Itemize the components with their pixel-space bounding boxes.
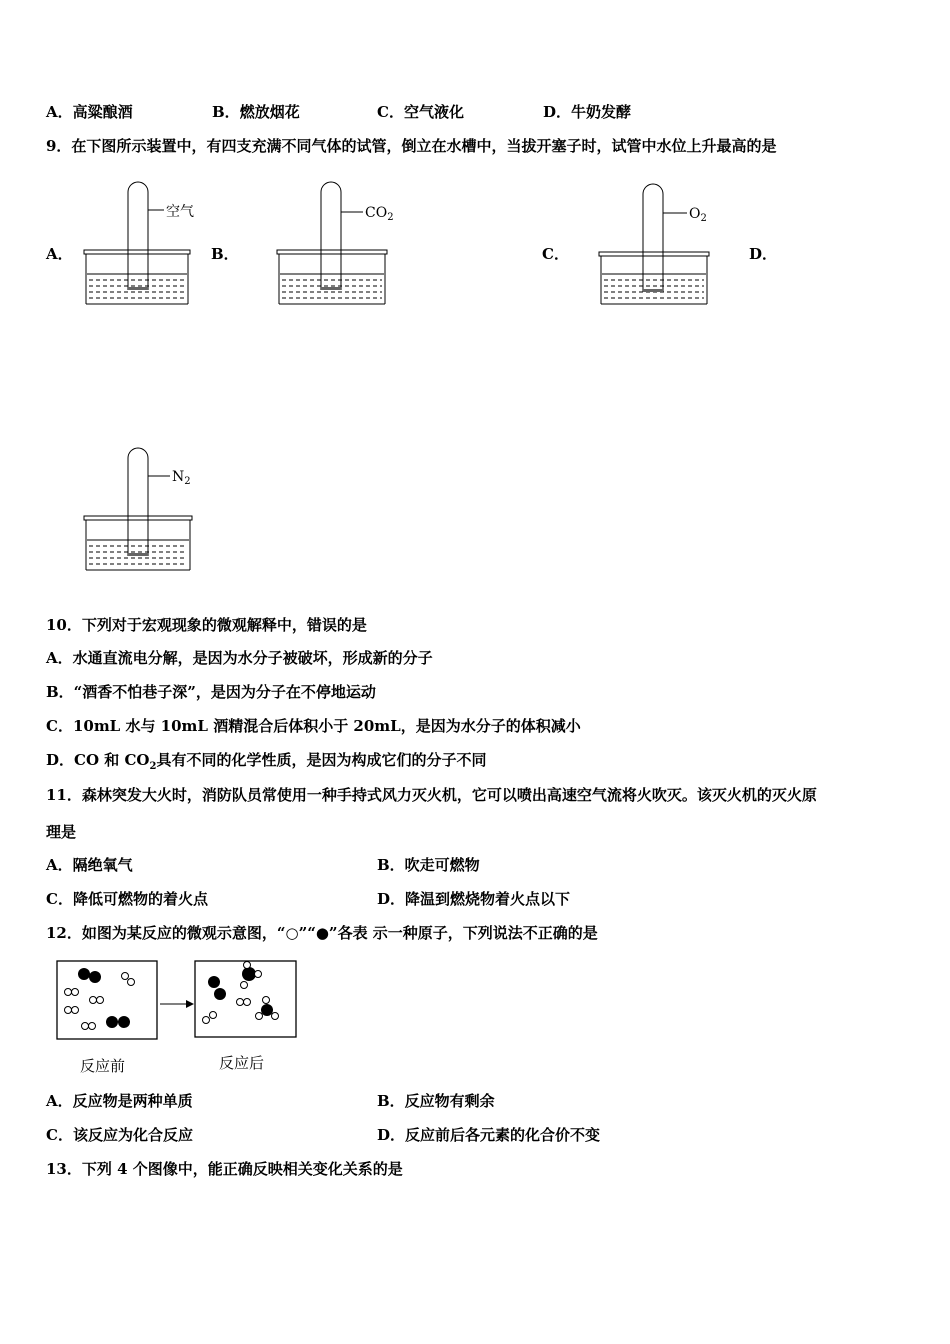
gas-label-n2 — [172, 469, 191, 487]
q10-option-d — [46, 750, 486, 777]
q10-stem: 10．下列对于宏观现象的微观解释中，错误的是 — [46, 616, 367, 634]
q8-option-b — [212, 102, 300, 122]
q8-option-a-text: 高粱酿酒 — [72, 103, 133, 121]
q12-option-c: C．该反应为化合反应 — [46, 1126, 193, 1144]
q9-stem: 9．在下图所示装置中，有四支充满不同气体的试管，倒立在水槽中，当拔开塞子时，试管中水位上升最高的是 — [46, 137, 777, 155]
gas-label-air: 空气 — [166, 204, 194, 220]
q8-option-c — [377, 102, 464, 122]
q9-label-b: B． — [211, 245, 239, 263]
q11-option-b: B．吹走可燃物 — [377, 856, 480, 874]
q13-stem: 13．下列 4 个图像中，能正确反映相关变化关系的是 — [46, 1160, 403, 1178]
q10-option-b: B．“酒香不怕巷子深”，是因为分子在不停地运动 — [46, 683, 376, 701]
q8-option-a-label: A． — [46, 103, 73, 121]
q9-label-a: A． — [46, 245, 73, 263]
q8-option-b-text: 燃放烟花 — [239, 103, 300, 121]
apparatus-n2 — [82, 446, 222, 576]
gas-co: CO — [365, 205, 388, 221]
q10-option-c: C．10mL 水与 10mL 酒精混合后体积小于 20mL，是因为水分子的体积减小 — [46, 717, 581, 735]
q11-option-c: C．降低可燃物的着火点 — [46, 890, 208, 908]
gas-o2-sub: 2 — [700, 213, 707, 224]
apparatus-o2 — [597, 180, 737, 310]
q10-option-d-pre: D．CO 和 CO — [46, 751, 150, 769]
q11-option-a: A．隔绝氧气 — [46, 856, 133, 874]
q10-option-a: A．水通直流电分解，是因为水分子被破坏，形成新的分子 — [46, 649, 433, 667]
gas-n2-sub: 2 — [184, 476, 191, 487]
gas-n: N — [172, 469, 185, 485]
q12-option-b: B．反应物有剩余 — [377, 1092, 495, 1110]
q8-option-c-label: C． — [377, 103, 404, 121]
q11-stem-line2: 理是 — [46, 823, 77, 841]
q8-option-d-text: 牛奶发酵 — [571, 103, 632, 121]
q11-option-d: D．降温到燃烧物着火点以下 — [377, 890, 571, 908]
q8-option-c-text: 空气液化 — [403, 103, 464, 121]
caption-before: 反应前 — [80, 1057, 126, 1075]
gas-o: O — [689, 206, 701, 222]
q10-option-d-post: 具有不同的化学性质，是因为构成它们的分子不同 — [156, 751, 487, 769]
apparatus-air — [80, 180, 220, 310]
q8-option-d-label: D． — [543, 103, 572, 121]
q12-option-a: A．反应物是两种单质 — [46, 1092, 193, 1110]
q12-option-d: D．反应前后各元素的化合价不变 — [377, 1126, 601, 1144]
q8-option-d — [543, 102, 631, 122]
gas-label-o2 — [689, 206, 707, 224]
caption-after: 反应后 — [219, 1054, 265, 1072]
gas-label-co2 — [365, 205, 394, 223]
q11-stem-line1: 11．森林突发大火时，消防队员常使用一种手持式风力灭火机，它可以喷出高速空气流将火吹灭。该灭火机的灭火原 — [46, 786, 817, 804]
q9-label-d: D． — [749, 245, 778, 263]
reaction-diagram — [54, 958, 314, 1048]
q8-option-b-label: B． — [212, 103, 240, 121]
apparatus-co2 — [275, 180, 435, 310]
q12-stem: 12．如图为某反应的微观示意图，“○”“●”各表 示一种原子，下列说法不正确的是 — [46, 924, 598, 942]
gas-co2-sub: 2 — [387, 212, 394, 223]
q9-label-c: C． — [542, 245, 569, 263]
q10-option-d-sub: 2 — [149, 761, 157, 772]
q8-option-a — [46, 102, 133, 122]
